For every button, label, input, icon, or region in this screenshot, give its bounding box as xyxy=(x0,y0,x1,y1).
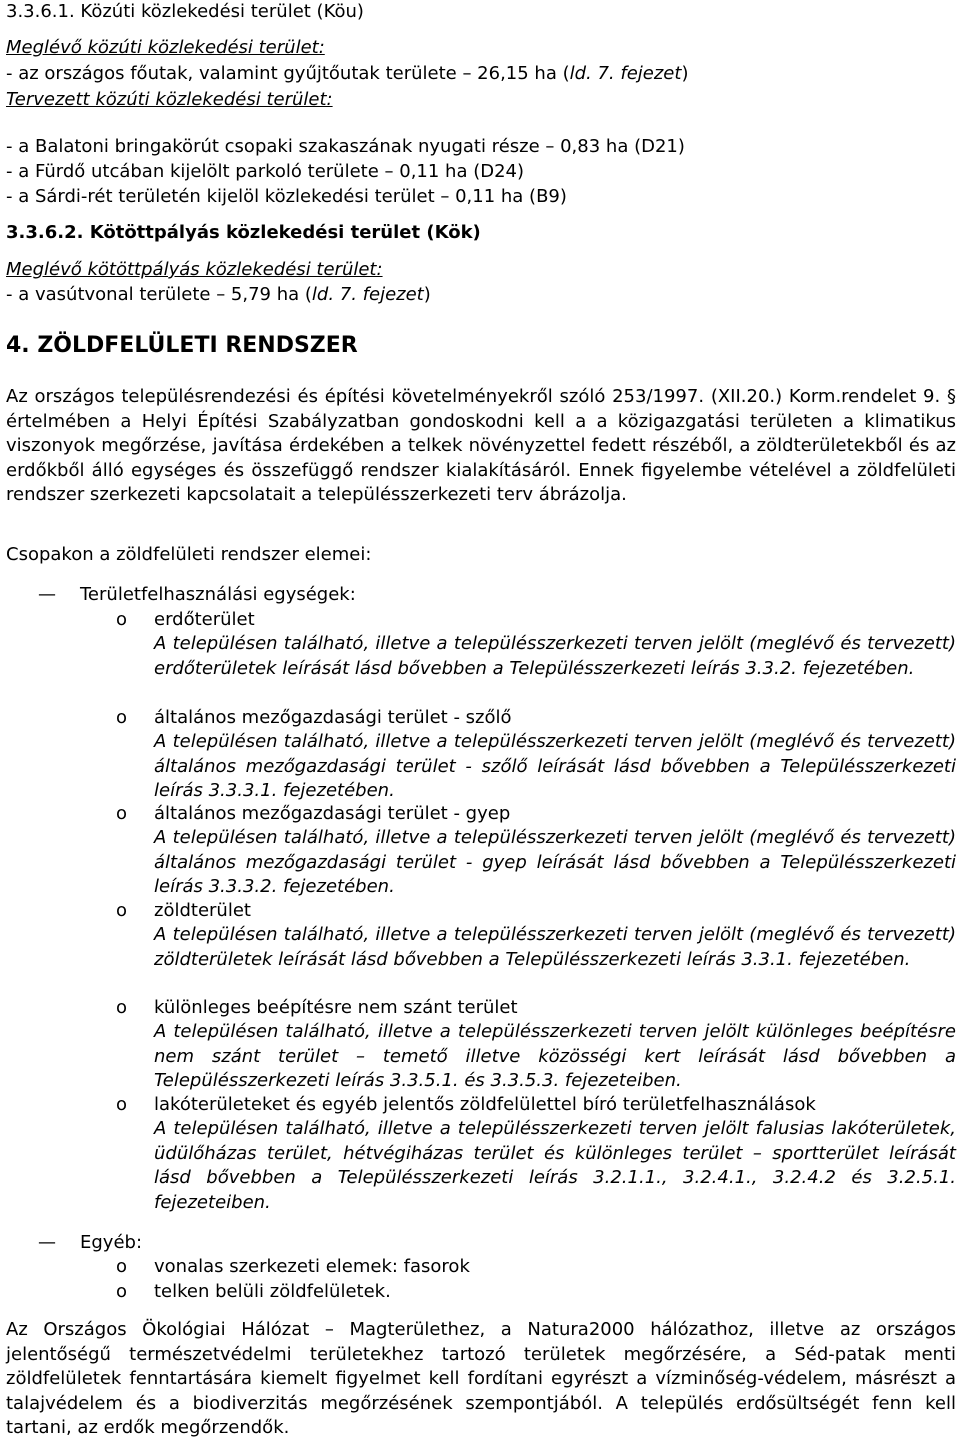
section-heading-kozuti: 3.3.6.1. Közúti közlekedési terület (Köu) xyxy=(6,1,364,22)
text-run: ld. 7. fejezet xyxy=(569,63,682,84)
circle-bullet: o xyxy=(116,803,128,824)
circle-bullet: o xyxy=(116,1281,128,1302)
item-description: A településen található, illetve a településszerkezeti terven jelölt (meglévő és tervezett) erdőterületek leírását lásd bővebben a Településszerkezeti leírás 3.3.2. fejezetében. xyxy=(154,633,956,679)
item-title: zöldterület xyxy=(154,900,251,921)
closing-paragraph: Az Országos Ökológiai Hálózat – Magterülethez, a Natura2000 hálózathoz, illetve az országos jelentőségű természetvédelmi területekhez tartozó területek megőrzésére, a Séd-patak menti zöldfelületek fenntartására kiemelt figyelmet kell fordítani egyrészt a vízminőség-védelem, másrészt a talajvédelem és a biodiverzitás megőrzésének szempontjából. A település erdősültségét fenn kell tartani, az erdők megőrzendők. xyxy=(6,1319,956,1438)
dash-bullet: — xyxy=(38,584,56,605)
text-run: ld. 7. fejezet xyxy=(311,284,424,305)
elements-title: Csopakon a zöldfelületi rendszer elemei: xyxy=(6,544,372,565)
chapter-heading: 4. ZÖLDFELÜLETI RENDSZER xyxy=(6,333,358,358)
planned-road-item: - a Balatoni bringakörút csopaki szakaszának nyugati része – 0,83 ha (D21) xyxy=(6,136,685,157)
existing-rail-label: Meglévő kötöttpályás közlekedési terület: xyxy=(6,259,383,280)
item-description: A településen található, illetve a településszerkezeti terven jelölt (meglévő és tervezett) általános mezőgazdasági terület - szőlő leírását lásd bővebben a Településszerkezeti leírás 3.3.3.1. fejezetében. xyxy=(154,731,956,801)
group-label-landuse: Területfelhasználási egységek: xyxy=(80,584,356,605)
item-title: erdőterület xyxy=(154,609,255,630)
existing-road-item xyxy=(6,62,688,86)
circle-bullet: o xyxy=(116,1256,128,1277)
circle-bullet: o xyxy=(116,900,128,921)
item-title: általános mezőgazdasági terület - szőlő xyxy=(154,707,512,728)
intro-paragraph: Az országos településrendezési és építési követelményekről szóló 253/1997. (XII.20.) Korm.rendelet 9. § értelmében a Helyi Építési Szabályzatban gondoskodni kell a a közigazgatási területen a klimatikus viszonyok megőrzése, javítása érdekében a telkek növényzettel fedett részéből, a zöldterületekből és az erdőkből álló egységes és összefüggő rendszer kialakításáról. Ennek figyelembe vételével a zöldfelületi rendszer szerkezeti kapcsolatait a településszerkezeti terv ábrázolja. xyxy=(6,386,956,505)
dash-bullet: — xyxy=(38,1232,56,1253)
circle-bullet: o xyxy=(116,707,128,728)
item-title: különleges beépítésre nem szánt terület xyxy=(154,997,518,1018)
item-title: általános mezőgazdasági terület - gyep xyxy=(154,803,511,824)
planned-road-item: - a Fürdő utcában kijelölt parkoló területe – 0,11 ha (D24) xyxy=(6,161,525,182)
text-run: - az országos főutak, valamint gyűjtőutak területe – 26,15 ha ( xyxy=(6,63,570,84)
planned-road-label: Tervezett közúti közlekedési terület: xyxy=(6,89,333,110)
item-description: A településen található, illetve a településszerkezeti terven jelölt különleges beépítésre nem szánt terület – temető illetve közösségi kert leírását lásd bővebben a Településszerkezeti leírás 3.3.5.1. és 3.3.5.3. fejezeteiben. xyxy=(154,1021,956,1091)
existing-rail-item xyxy=(6,283,431,307)
item-description: A településen található, illetve a településszerkezeti terven jelölt (meglévő és tervezett) zöldterületek leírását lásd bővebben a Településszerkezeti leírás 3.3.1. fejezetében. xyxy=(154,924,956,970)
text-run: ) xyxy=(423,284,431,305)
group-label-other: Egyéb: xyxy=(80,1232,143,1253)
existing-road-label: Meglévő közúti közlekedési terület: xyxy=(6,37,325,58)
planned-road-item: - a Sárdi-rét területén kijelöl közlekedési terület – 0,11 ha (B9) xyxy=(6,186,567,207)
other-item: vonalas szerkezeti elemek: fasorok xyxy=(154,1256,470,1277)
item-title: lakóterületeket és egyéb jelentős zöldfelülettel bíró területfelhasználások xyxy=(154,1094,816,1115)
item-description: A településen található, illetve a településszerkezeti terven jelölt falusias lakóterületek, üdülőházas terület, hétvégiházas terület és különleges terület – sportterület leírását lásd bővebben a Településszerkezeti leírás 3.2.1.1., 3.2.4.1., 3.2.4.2 és 3.2.5.1. fejezeteiben. xyxy=(154,1118,956,1213)
circle-bullet: o xyxy=(116,609,128,630)
section-heading-kotottpalyas: 3.3.6.2. Kötöttpályás közlekedési terület (Kök) xyxy=(6,222,481,243)
circle-bullet: o xyxy=(116,997,128,1018)
other-item: telken belüli zöldfelületek. xyxy=(154,1281,391,1302)
circle-bullet: o xyxy=(116,1094,128,1115)
item-description: A településen található, illetve a településszerkezeti terven jelölt (meglévő és tervezett) általános mezőgazdasági terület - gyep leírását lásd bővebben a Településszerkezeti leírás 3.3.3.2. fejezetében. xyxy=(154,827,956,897)
text-run: - a vasútvonal területe – 5,79 ha ( xyxy=(6,284,312,305)
text-run: ) xyxy=(681,63,689,84)
